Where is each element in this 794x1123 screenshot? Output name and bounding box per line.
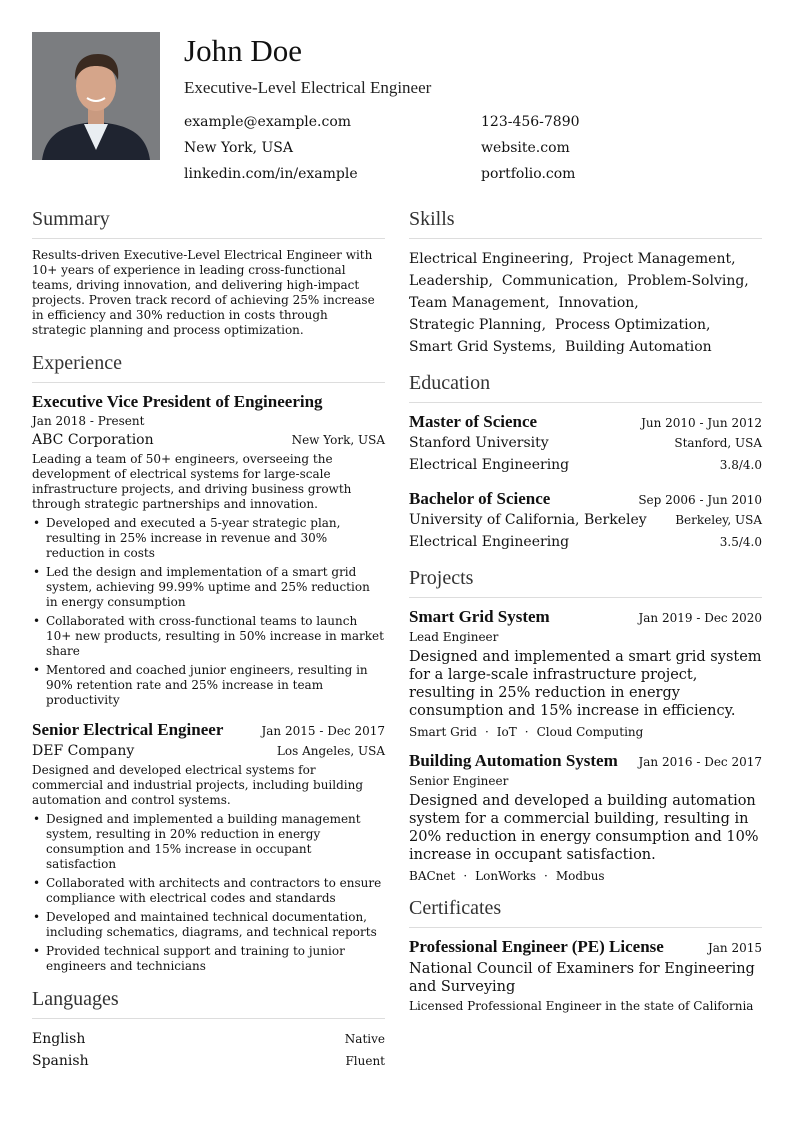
- skill-tag: Innovation,: [558, 295, 639, 311]
- section-title: Projects: [409, 567, 762, 598]
- project-role: Senior Engineer: [409, 774, 509, 788]
- language-level: Fluent: [345, 1054, 385, 1068]
- job-date: Jan 2018 - Present: [32, 414, 145, 428]
- gpa: 3.8/4.0: [719, 458, 762, 472]
- section-title: Summary: [32, 208, 385, 239]
- left-column: [32, 208, 385, 1086]
- certificate-description: Licensed Professional Engineer in the state of California: [409, 999, 754, 1013]
- tag: Cloud Computing: [536, 725, 644, 739]
- list-item: • Collaborated with cross-functional teams to launch 10+ new products, resulting in 50% increase in market share: [32, 614, 385, 659]
- job-title: Senior Electrical Engineer: [32, 720, 224, 739]
- certificate-issuer: National Council of Examiners for Engineering and Surveying: [409, 961, 755, 995]
- candidate-name: John Doe: [184, 33, 302, 68]
- certificates-section: [409, 897, 762, 1013]
- skills-section: [409, 208, 762, 358]
- project-name: Building Automation System: [409, 751, 618, 770]
- certificate-entry: [409, 937, 762, 1013]
- degree: Master of Science: [409, 412, 538, 431]
- skill-tag: Building Automation: [565, 339, 712, 355]
- list-item: • Mentored and coached junior engineers, resulting in 90% retention rate and 25% increase in team productivity: [32, 663, 385, 708]
- skill-tag: Problem-Solving,: [627, 273, 749, 289]
- school: University of California, Berkeley: [409, 512, 647, 528]
- project-date: Jan 2016 - Dec 2017: [638, 755, 762, 769]
- project-entry: [409, 607, 762, 739]
- education-date: Sep 2006 - Jun 2010: [638, 493, 762, 507]
- project-tags: BACnet · LonWorks · Modbus: [409, 869, 605, 883]
- website-link[interactable]: website.com: [481, 140, 570, 156]
- project-entry: [409, 751, 762, 883]
- school-location: Stanford, USA: [674, 436, 762, 450]
- skill-tag: Project Management,: [582, 251, 736, 267]
- job-location: New York, USA: [291, 433, 385, 447]
- school: Stanford University: [409, 435, 549, 451]
- job-title: Executive Vice President of Engineering: [32, 392, 323, 411]
- email-link[interactable]: example@example.com: [184, 114, 352, 130]
- skill-tag: Electrical Engineering,: [409, 251, 574, 267]
- skill-tag: Smart Grid Systems,: [409, 339, 557, 355]
- section-title: Languages: [32, 988, 385, 1019]
- person-avatar-icon: [32, 32, 160, 160]
- phone-link[interactable]: 123-456-7890: [481, 114, 580, 130]
- tag: LonWorks: [475, 869, 536, 883]
- skill-tag: Strategic Planning,: [409, 317, 547, 333]
- job-company: DEF Company: [32, 743, 135, 759]
- summary-section: [32, 208, 385, 338]
- list-item: • Designed and implemented a building management system, resulting in 20% reduction in energy consumption and 15% increase in occupant satisfaction: [32, 812, 385, 872]
- skill-tag: Team Management,: [409, 295, 550, 311]
- tag: BACnet: [409, 869, 456, 883]
- project-tags: Smart Grid · IoT · Cloud Computing: [409, 725, 644, 739]
- list-item: • Developed and executed a 5-year strategic plan, resulting in 25% increase in revenue and 30% reduction in costs: [32, 516, 385, 561]
- gpa: 3.5/4.0: [719, 535, 762, 549]
- job-summary: Designed and developed electrical systems for commercial and industrial projects, including building automation and control systems.: [32, 763, 364, 807]
- section-title: Education: [409, 372, 762, 403]
- degree: Bachelor of Science: [409, 489, 551, 508]
- section-title: Experience: [32, 352, 385, 383]
- project-description: Designed and implemented a smart grid system for a large-scale infrastructure project, resulting in 25% reduction in energy consumption and 15% increase in efficiency.: [409, 649, 762, 719]
- linkedin-link[interactable]: linkedin.com/in/example: [184, 166, 358, 182]
- language-name: English: [32, 1031, 86, 1047]
- job-bullets: [32, 516, 385, 708]
- language-row: [32, 1028, 385, 1050]
- certificate-name: Professional Engineer (PE) License: [409, 937, 664, 956]
- language-name: Spanish: [32, 1053, 89, 1069]
- project-description: Designed and developed a building automation system for a commercial building, resulting in 20% reduction in energy consumption and 10% increase in occupant satisfaction.: [409, 793, 759, 863]
- list-item: • Led the design and implementation of a smart grid system, achieving 99.99% uptime and 25% reduction in energy consumption: [32, 565, 385, 610]
- skill-tag: Process Optimization,: [555, 317, 711, 333]
- tag: IoT: [496, 725, 517, 739]
- headline: Executive-Level Electrical Engineer: [184, 78, 432, 97]
- summary-text: Results-driven Executive-Level Electrical Engineer with 10+ years of experience in leading cross-functional teams, driving innovation, and delivering high-impact projects. Proven track record of achieving 25% increase in efficiency and 30% reduction in costs through strategic planning and process optimization.: [32, 248, 375, 337]
- language-level: Native: [344, 1032, 385, 1046]
- projects-section: [409, 567, 762, 883]
- education-entry: [409, 489, 762, 553]
- skills-list: [409, 248, 762, 358]
- experience-section: [32, 352, 385, 974]
- tag: Modbus: [555, 869, 605, 883]
- education-section: [409, 372, 762, 553]
- job-entry: [32, 392, 385, 708]
- field-of-study: Electrical Engineering: [409, 457, 570, 473]
- school-location: Berkeley, USA: [675, 513, 762, 527]
- list-item: • Developed and maintained technical documentation, including schematics, diagrams, and technical reports: [32, 910, 385, 940]
- project-role: Lead Engineer: [409, 630, 499, 644]
- skill-tag: Communication,: [501, 273, 619, 289]
- list-item: • Collaborated with architects and contractors to ensure compliance with electrical codes and standards: [32, 876, 385, 906]
- job-date: Jan 2015 - Dec 2017: [261, 724, 385, 738]
- education-date: Jun 2010 - Jun 2012: [641, 416, 762, 430]
- location-text: New York, USA: [184, 140, 293, 156]
- portfolio-link[interactable]: portfolio.com: [481, 166, 576, 182]
- job-location: Los Angeles, USA: [276, 744, 385, 758]
- right-column: [409, 208, 762, 1027]
- project-date: Jan 2019 - Dec 2020: [638, 611, 762, 625]
- skill-tag: Leadership,: [409, 273, 493, 289]
- job-bullets: [32, 812, 385, 974]
- list-item: • Provided technical support and training to junior engineers and technicians: [32, 944, 385, 974]
- certificate-date: Jan 2015: [707, 941, 762, 955]
- language-row: [32, 1050, 385, 1072]
- job-company: ABC Corporation: [32, 432, 154, 448]
- languages-section: [32, 988, 385, 1072]
- section-title: Skills: [409, 208, 762, 239]
- project-name: Smart Grid System: [409, 607, 550, 626]
- job-entry: [32, 720, 385, 974]
- section-title: Certificates: [409, 897, 762, 928]
- profile-photo: [32, 32, 160, 160]
- tag: Smart Grid: [409, 725, 477, 739]
- education-entry: [409, 412, 762, 476]
- job-summary: Leading a team of 50+ engineers, overseeing the development of electrical systems for large-scale infrastructure projects, and driving business growth through strategic partnerships and innovation.: [32, 452, 352, 511]
- field-of-study: Electrical Engineering: [409, 534, 570, 550]
